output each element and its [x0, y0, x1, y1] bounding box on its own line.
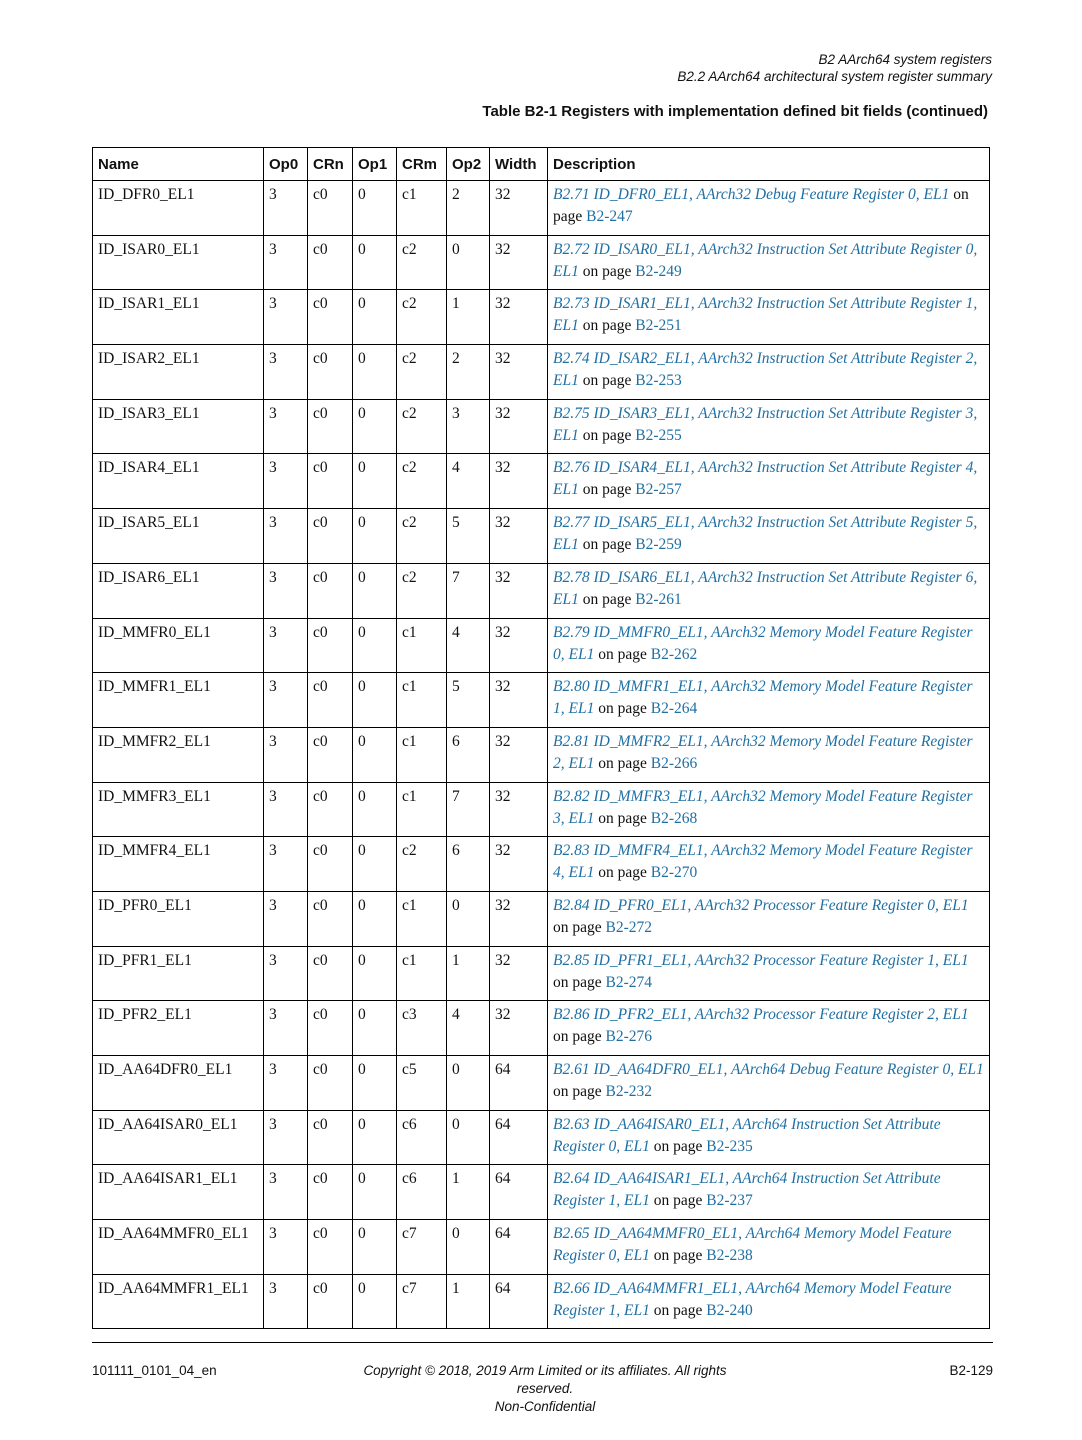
cell-description — [548, 399, 990, 454]
table-row — [93, 1274, 990, 1329]
cell-op1: 0 — [353, 509, 397, 564]
cell-description — [548, 1001, 990, 1056]
cell-crn: c0 — [308, 891, 353, 946]
col-crn: CRn — [308, 148, 353, 181]
cell-name: ID_ISAR1_EL1 — [93, 290, 264, 345]
cell-description — [548, 727, 990, 782]
register-link[interactable]: B2.83 ID_MMFR4_EL1, AArch32 Memory Model Feature Register 4, EL1 — [553, 842, 973, 882]
cell-description — [548, 1056, 990, 1111]
cell-op2: 4 — [447, 618, 490, 673]
cell-width: 32 — [490, 782, 548, 837]
cell-width: 32 — [490, 509, 548, 564]
cell-crn: c0 — [308, 618, 353, 673]
cell-name: ID_AA64MMFR0_EL1 — [93, 1220, 264, 1275]
register-link[interactable]: B2.82 ID_MMFR3_EL1, AArch32 Memory Model Feature Register 3, EL1 — [553, 787, 973, 827]
page-link[interactable]: B2-274 — [605, 973, 653, 991]
table-row — [93, 1220, 990, 1275]
cell-crm: c2 — [397, 837, 447, 892]
cell-crn: c0 — [308, 235, 353, 290]
page-link[interactable]: B2-276 — [605, 1028, 653, 1046]
page-link[interactable]: B2-257 — [635, 481, 682, 499]
cell-description — [548, 673, 990, 728]
cell-op2: 2 — [447, 181, 490, 236]
register-link[interactable]: B2.71 ID_DFR0_EL1, AArch32 Debug Feature Register 0, EL1 — [553, 186, 950, 203]
cell-name: ID_AA64ISAR1_EL1 — [93, 1165, 264, 1220]
table-row — [93, 673, 990, 728]
cell-description — [548, 1165, 990, 1220]
register-link[interactable]: B2.78 ID_ISAR6_EL1, AArch32 Instruction Set Attribute Register 6, EL1 — [553, 568, 978, 608]
cell-op2: 0 — [447, 1056, 490, 1111]
cell-width: 32 — [490, 181, 548, 236]
page-link[interactable]: B2-249 — [635, 262, 682, 280]
cell-op2: 7 — [447, 782, 490, 837]
cell-name: ID_ISAR5_EL1 — [93, 509, 264, 564]
cell-width: 64 — [490, 1110, 548, 1165]
page-prefix: on page — [582, 426, 636, 444]
cell-op2: 0 — [447, 891, 490, 946]
cell-crm: c1 — [397, 181, 447, 236]
cell-op0: 3 — [264, 618, 308, 673]
cell-crm: c2 — [397, 509, 447, 564]
register-link[interactable]: B2.64 ID_AA64ISAR1_EL1, AArch64 Instruction Set Attribute Register 1, EL1 — [553, 1170, 941, 1210]
page-prefix: on page — [553, 1028, 606, 1046]
cell-op0: 3 — [264, 1001, 308, 1056]
cell-op2: 1 — [447, 290, 490, 345]
cell-description — [548, 618, 990, 673]
cell-name: ID_MMFR0_EL1 — [93, 618, 264, 673]
cell-name: ID_PFR0_EL1 — [93, 891, 264, 946]
cell-width: 32 — [490, 1001, 548, 1056]
running-header-chapter: B2 AArch64 system registers — [818, 52, 992, 67]
register-link[interactable]: B2.72 ID_ISAR0_EL1, AArch32 Instruction Set Attribute Register 0, EL1 — [553, 240, 978, 280]
cell-op1: 0 — [353, 727, 397, 782]
page-link[interactable]: B2-262 — [650, 645, 698, 663]
cell-op0: 3 — [264, 727, 308, 782]
cell-op1: 0 — [353, 181, 397, 236]
cell-crm: c1 — [397, 946, 447, 1001]
page-link[interactable]: B2-232 — [605, 1083, 653, 1100]
cell-description — [548, 454, 990, 509]
cell-width: 32 — [490, 290, 548, 345]
page-link[interactable]: B2-247 — [586, 208, 633, 225]
page-link[interactable]: B2-240 — [706, 1301, 753, 1319]
cell-op2: 1 — [447, 1165, 490, 1220]
cell-op2: 0 — [447, 1110, 490, 1165]
cell-op1: 0 — [353, 1165, 397, 1220]
cell-width: 64 — [490, 1220, 548, 1275]
page-prefix: on page — [598, 864, 651, 882]
cell-crm: c2 — [397, 345, 447, 400]
cell-crm: c7 — [397, 1274, 447, 1329]
table-header-row — [93, 148, 990, 181]
table-row — [93, 290, 990, 345]
registers-table — [92, 147, 990, 1329]
confidentiality: Non-Confidential — [494, 1399, 596, 1414]
col-op0: Op0 — [264, 148, 308, 181]
cell-op1: 0 — [353, 673, 397, 728]
register-link[interactable]: B2.81 ID_MMFR2_EL1, AArch32 Memory Model Feature Register 2, EL1 — [553, 732, 973, 772]
cell-crm: c1 — [397, 618, 447, 673]
col-name: Name — [93, 148, 264, 181]
cell-op1: 0 — [353, 1056, 397, 1111]
cell-op0: 3 — [264, 563, 308, 618]
table-row — [93, 181, 990, 236]
cell-description — [548, 837, 990, 892]
cell-name: ID_AA64MMFR1_EL1 — [93, 1274, 264, 1329]
col-width: Width — [490, 148, 548, 181]
page-prefix: on page — [582, 481, 636, 499]
cell-crm: c2 — [397, 290, 447, 345]
table-row — [93, 399, 990, 454]
cell-op0: 3 — [264, 181, 308, 236]
cell-description — [548, 782, 990, 837]
table-row — [93, 1001, 990, 1056]
page-link[interactable]: B2-266 — [650, 754, 698, 772]
table-row — [93, 509, 990, 564]
page-prefix: on page — [582, 262, 636, 280]
cell-op0: 3 — [264, 235, 308, 290]
cell-op1: 0 — [353, 1110, 397, 1165]
cell-op0: 3 — [264, 290, 308, 345]
cell-op1: 0 — [353, 946, 397, 1001]
page-prefix: on page — [653, 1137, 707, 1155]
table-row — [93, 782, 990, 837]
cell-crn: c0 — [308, 673, 353, 728]
register-link[interactable]: B2.75 ID_ISAR3_EL1, AArch32 Instruction Set Attribute Register 3, EL1 — [553, 404, 978, 444]
cell-op2: 2 — [447, 345, 490, 400]
table-row — [93, 727, 990, 782]
cell-crn: c0 — [308, 782, 353, 837]
cell-crn: c0 — [308, 1165, 353, 1220]
page-link[interactable]: B2-251 — [635, 317, 682, 335]
cell-width: 64 — [490, 1274, 548, 1329]
table-row — [93, 454, 990, 509]
cell-description — [548, 1110, 990, 1165]
cell-op2: 5 — [447, 673, 490, 728]
register-link[interactable]: B2.84 ID_PFR0_EL1, AArch32 Processor Feature Register 0, EL1 — [553, 896, 969, 914]
cell-name: ID_PFR2_EL1 — [93, 1001, 264, 1056]
cell-op0: 3 — [264, 673, 308, 728]
table-row — [93, 235, 990, 290]
page-prefix: on page — [598, 754, 651, 772]
cell-op0: 3 — [264, 509, 308, 564]
cell-crm: c2 — [397, 454, 447, 509]
cell-description — [548, 563, 990, 618]
page-prefix: on page — [553, 1083, 606, 1100]
register-link[interactable]: B2.85 ID_PFR1_EL1, AArch32 Processor Feature Register 1, EL1 — [553, 951, 969, 969]
cell-crm: c1 — [397, 782, 447, 837]
footer-doc-id: 101111_0101_04_en — [92, 1363, 217, 1378]
footer-rule — [92, 1342, 993, 1343]
page-prefix: on page — [598, 645, 651, 663]
cell-op0: 3 — [264, 399, 308, 454]
cell-width: 32 — [490, 727, 548, 782]
cell-op1: 0 — [353, 782, 397, 837]
cell-width: 32 — [490, 837, 548, 892]
cell-name: ID_MMFR4_EL1 — [93, 837, 264, 892]
register-link[interactable]: B2.73 ID_ISAR1_EL1, AArch32 Instruction Set Attribute Register 1, EL1 — [553, 295, 978, 335]
cell-description — [548, 1274, 990, 1329]
page-link[interactable]: B2-264 — [650, 700, 698, 718]
cell-crm: c2 — [397, 399, 447, 454]
cell-crn: c0 — [308, 345, 353, 400]
cell-crn: c0 — [308, 454, 353, 509]
cell-description — [548, 290, 990, 345]
cell-op2: 7 — [447, 563, 490, 618]
cell-crm: c1 — [397, 673, 447, 728]
cell-description — [548, 181, 990, 236]
page-prefix: on page — [598, 700, 651, 718]
cell-crm: c2 — [397, 563, 447, 618]
cell-crn: c0 — [308, 1001, 353, 1056]
table-row — [93, 891, 990, 946]
cell-op2: 3 — [447, 399, 490, 454]
cell-op2: 4 — [447, 454, 490, 509]
table-row — [93, 837, 990, 892]
cell-crm: c6 — [397, 1110, 447, 1165]
cell-op0: 3 — [264, 1220, 308, 1275]
register-link[interactable]: B2.66 ID_AA64MMFR1_EL1, AArch64 Memory Model Feature Register 1, EL1 — [553, 1279, 952, 1319]
cell-op1: 0 — [353, 235, 397, 290]
cell-description — [548, 946, 990, 1001]
cell-crn: c0 — [308, 1110, 353, 1165]
table-row — [93, 1110, 990, 1165]
cell-crm: c3 — [397, 1001, 447, 1056]
register-link[interactable]: B2.80 ID_MMFR1_EL1, AArch32 Memory Model Feature Register 1, EL1 — [553, 678, 973, 718]
cell-op2: 5 — [447, 509, 490, 564]
cell-crn: c0 — [308, 509, 353, 564]
cell-crn: c0 — [308, 946, 353, 1001]
cell-op2: 4 — [447, 1001, 490, 1056]
table-row — [93, 345, 990, 400]
cell-crn: c0 — [308, 1220, 353, 1275]
cell-op0: 3 — [264, 891, 308, 946]
cell-width: 64 — [490, 1056, 548, 1111]
cell-name: ID_ISAR6_EL1 — [93, 563, 264, 618]
page-prefix: on page — [653, 1301, 707, 1319]
page-link[interactable]: B2-270 — [650, 864, 698, 882]
cell-width: 32 — [490, 345, 548, 400]
cell-name: ID_ISAR3_EL1 — [93, 399, 264, 454]
cell-name: ID_AA64ISAR0_EL1 — [93, 1110, 264, 1165]
col-description: Description — [548, 148, 990, 181]
cell-description — [548, 345, 990, 400]
register-link[interactable]: B2.76 ID_ISAR4_EL1, AArch32 Instruction Set Attribute Register 4, EL1 — [553, 459, 978, 499]
page-prefix: on page — [582, 372, 636, 390]
cell-op2: 6 — [447, 837, 490, 892]
cell-width: 32 — [490, 399, 548, 454]
page-prefix: on page — [582, 317, 636, 335]
cell-op0: 3 — [264, 1110, 308, 1165]
cell-op1: 0 — [353, 891, 397, 946]
cell-crm: c1 — [397, 727, 447, 782]
cell-crm: c2 — [397, 235, 447, 290]
cell-op1: 0 — [353, 837, 397, 892]
cell-name: ID_MMFR1_EL1 — [93, 673, 264, 728]
cell-name: ID_ISAR2_EL1 — [93, 345, 264, 400]
page-link[interactable]: B2-268 — [650, 809, 698, 827]
table-row — [93, 1165, 990, 1220]
cell-op0: 3 — [264, 1165, 308, 1220]
register-link[interactable]: B2.61 ID_AA64DFR0_EL1, AArch64 Debug Feature Register 0, EL1 — [553, 1061, 984, 1078]
register-link[interactable]: B2.79 ID_MMFR0_EL1, AArch32 Memory Model Feature Register 0, EL1 — [553, 623, 973, 663]
cell-op2: 0 — [447, 235, 490, 290]
col-op2: Op2 — [447, 148, 490, 181]
page-prefix: on page — [653, 1192, 707, 1210]
footer-page-number: B2-129 — [949, 1363, 993, 1378]
page-link[interactable]: B2-238 — [706, 1247, 753, 1265]
cell-crn: c0 — [308, 1056, 353, 1111]
cell-description — [548, 891, 990, 946]
cell-crn: c0 — [308, 1274, 353, 1329]
cell-op0: 3 — [264, 946, 308, 1001]
cell-crn: c0 — [308, 727, 353, 782]
page-link[interactable]: B2-255 — [635, 426, 682, 444]
cell-op0: 3 — [264, 782, 308, 837]
cell-crm: c5 — [397, 1056, 447, 1111]
cell-name: ID_AA64DFR0_EL1 — [93, 1056, 264, 1111]
cell-width: 32 — [490, 673, 548, 728]
cell-width: 32 — [490, 563, 548, 618]
cell-crn: c0 — [308, 837, 353, 892]
cell-op0: 3 — [264, 1274, 308, 1329]
cell-crn: c0 — [308, 290, 353, 345]
cell-op1: 0 — [353, 1274, 397, 1329]
cell-op1: 0 — [353, 1001, 397, 1056]
cell-width: 32 — [490, 618, 548, 673]
cell-width: 32 — [490, 946, 548, 1001]
cell-crn: c0 — [308, 181, 353, 236]
page-link[interactable]: B2-261 — [635, 590, 682, 608]
cell-op1: 0 — [353, 1220, 397, 1275]
table-row — [93, 618, 990, 673]
cell-crn: c0 — [308, 563, 353, 618]
cell-width: 64 — [490, 1165, 548, 1220]
cell-width: 32 — [490, 454, 548, 509]
page-link[interactable]: B2-272 — [605, 918, 653, 936]
register-link[interactable]: B2.74 ID_ISAR2_EL1, AArch32 Instruction Set Attribute Register 2, EL1 — [553, 350, 978, 390]
cell-name: ID_PFR1_EL1 — [93, 946, 264, 1001]
cell-description — [548, 1220, 990, 1275]
cell-crn: c0 — [308, 399, 353, 454]
cell-op1: 0 — [353, 618, 397, 673]
col-crm: CRm — [397, 148, 447, 181]
page-link[interactable]: B2-253 — [635, 372, 682, 390]
page-prefix: on page — [598, 809, 651, 827]
cell-name: ID_ISAR0_EL1 — [93, 235, 264, 290]
cell-name: ID_DFR0_EL1 — [93, 181, 264, 236]
cell-op0: 3 — [264, 837, 308, 892]
cell-op1: 0 — [353, 454, 397, 509]
cell-op1: 0 — [353, 563, 397, 618]
cell-description — [548, 235, 990, 290]
cell-name: ID_ISAR4_EL1 — [93, 454, 264, 509]
page-prefix: on page — [582, 536, 636, 554]
cell-op1: 0 — [353, 290, 397, 345]
page-prefix: on page — [582, 590, 636, 608]
page-prefix: on page — [553, 973, 606, 991]
cell-op0: 3 — [264, 454, 308, 509]
page-link[interactable]: B2-235 — [706, 1137, 753, 1155]
cell-op2: 0 — [447, 1220, 490, 1275]
table-row — [93, 563, 990, 618]
page-link[interactable]: B2-259 — [635, 536, 682, 554]
cell-op2: 6 — [447, 727, 490, 782]
register-link[interactable]: B2.77 ID_ISAR5_EL1, AArch32 Instruction Set Attribute Register 5, EL1 — [553, 514, 978, 554]
cell-width: 32 — [490, 235, 548, 290]
cell-crm: c1 — [397, 891, 447, 946]
table-caption: Table B2-1 Registers with implementation defined bit fields (continued) — [482, 103, 988, 120]
table-row — [93, 946, 990, 1001]
table-row — [93, 1056, 990, 1111]
register-link[interactable]: B2.86 ID_PFR2_EL1, AArch32 Processor Feature Register 2, EL1 — [553, 1006, 969, 1024]
page-prefix: on page — [553, 186, 969, 225]
footer-copyright — [340, 1362, 750, 1416]
cell-op1: 0 — [353, 345, 397, 400]
cell-name: ID_MMFR3_EL1 — [93, 782, 264, 837]
cell-name: ID_MMFR2_EL1 — [93, 727, 264, 782]
cell-op2: 1 — [447, 946, 490, 1001]
running-header-section: B2.2 AArch64 architectural system register summary — [677, 69, 992, 84]
cell-width: 32 — [490, 891, 548, 946]
cell-op0: 3 — [264, 1056, 308, 1111]
page-link[interactable]: B2-237 — [706, 1192, 753, 1210]
register-link[interactable]: B2.63 ID_AA64ISAR0_EL1, AArch64 Instruction Set Attribute Register 0, EL1 — [553, 1115, 941, 1155]
page-prefix: on page — [653, 1247, 707, 1265]
col-op1: Op1 — [353, 148, 397, 181]
cell-op0: 3 — [264, 345, 308, 400]
cell-op2: 1 — [447, 1274, 490, 1329]
cell-crm: c7 — [397, 1220, 447, 1275]
register-link[interactable]: B2.65 ID_AA64MMFR0_EL1, AArch64 Memory Model Feature Register 0, EL1 — [553, 1225, 952, 1265]
copyright-text: Copyright © 2018, 2019 Arm Limited or its affiliates. All rights reserved. — [363, 1363, 727, 1396]
cell-op1: 0 — [353, 399, 397, 454]
page-prefix: on page — [553, 918, 606, 936]
cell-crm: c6 — [397, 1165, 447, 1220]
cell-description — [548, 509, 990, 564]
